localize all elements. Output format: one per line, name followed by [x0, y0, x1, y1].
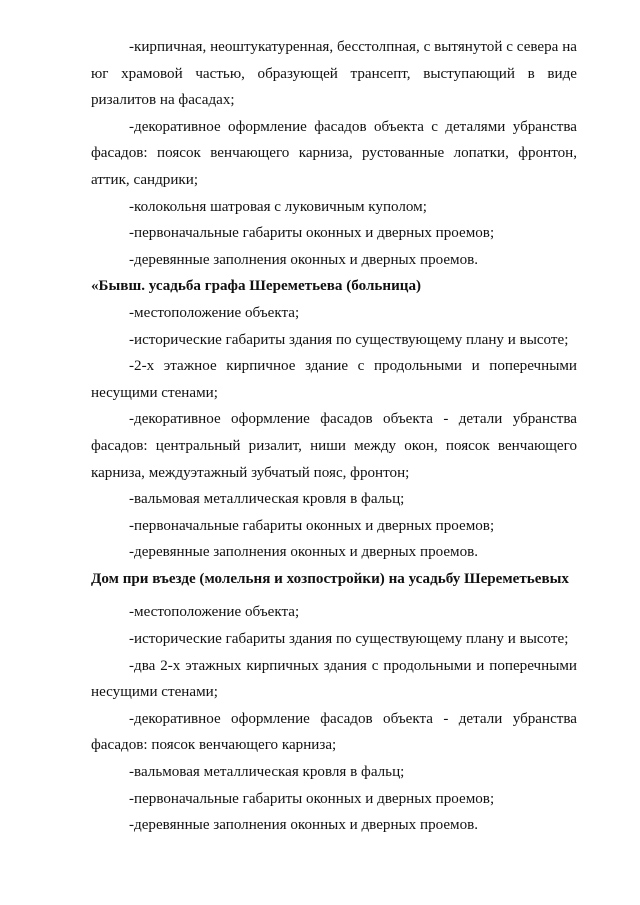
list-item: -исторические габариты здания по существующему плану и высоте;	[129, 631, 569, 648]
list-item: -декоративное оформление фасадов объекта с деталями убранства фасадов: поясок венчающего карниза, рустованные лопатки, фронтон, аттик, сандрики;	[91, 118, 577, 188]
list-item: -первоначальные габариты оконных и дверных проемов;	[129, 517, 495, 534]
list-item: -местоположение объекта;	[129, 604, 300, 621]
list-item: -исторические габариты здания по существующему плану и высоте;	[129, 331, 569, 348]
section-heading: Дом при въезде (молельня и хозпостройки) на усадьбу Шереметьевых	[91, 570, 569, 587]
list-item: -декоративное оформление фасадов объекта - детали убранства фасадов: центральный ризалит, ниши между окон, поясок венчающего карниза, междуэтажный зубчатый пояс, фронтон;	[91, 411, 577, 481]
list-item: -кирпичная, неоштукатуренная, бесстолпная, с вытянутой с севера на юг храмовой частью, образующей трансепт, выступающий в виде ризалитов на фасадах;	[91, 39, 577, 109]
list-item: -колокольня шатровая с луковичным куполом;	[129, 198, 427, 215]
list-item: -2-х этажное кирпичное здание с продольными и поперечными несущими стенами;	[91, 358, 577, 401]
document-page	[91, 34, 577, 839]
list-item: -первоначальные габариты оконных и дверных проемов;	[129, 225, 495, 242]
list-item: -декоративное оформление фасадов объекта - детали убранства фасадов: поясок венчающего карниза;	[91, 710, 577, 754]
section-heading: «Бывш. усадьба графа Шереметьева (больница)	[91, 278, 422, 295]
list-item: -деревянные заполнения оконных и дверных проемов.	[129, 817, 479, 834]
list-item: -два 2-х этажных кирпичных здания с продольными и поперечными несущими стенами;	[91, 657, 577, 701]
list-item: -деревянные заполнения оконных и дверных проемов.	[129, 544, 479, 561]
list-item: -вальмовая металлическая кровля в фальц;	[129, 764, 405, 781]
list-item: -вальмовая металлическая кровля в фальц;	[129, 491, 405, 508]
list-item: -местоположение объекта;	[129, 304, 300, 321]
list-item: -деревянные заполнения оконных и дверных проемов.	[129, 251, 479, 268]
list-item: -первоначальные габариты оконных и дверных проемов;	[129, 790, 495, 807]
